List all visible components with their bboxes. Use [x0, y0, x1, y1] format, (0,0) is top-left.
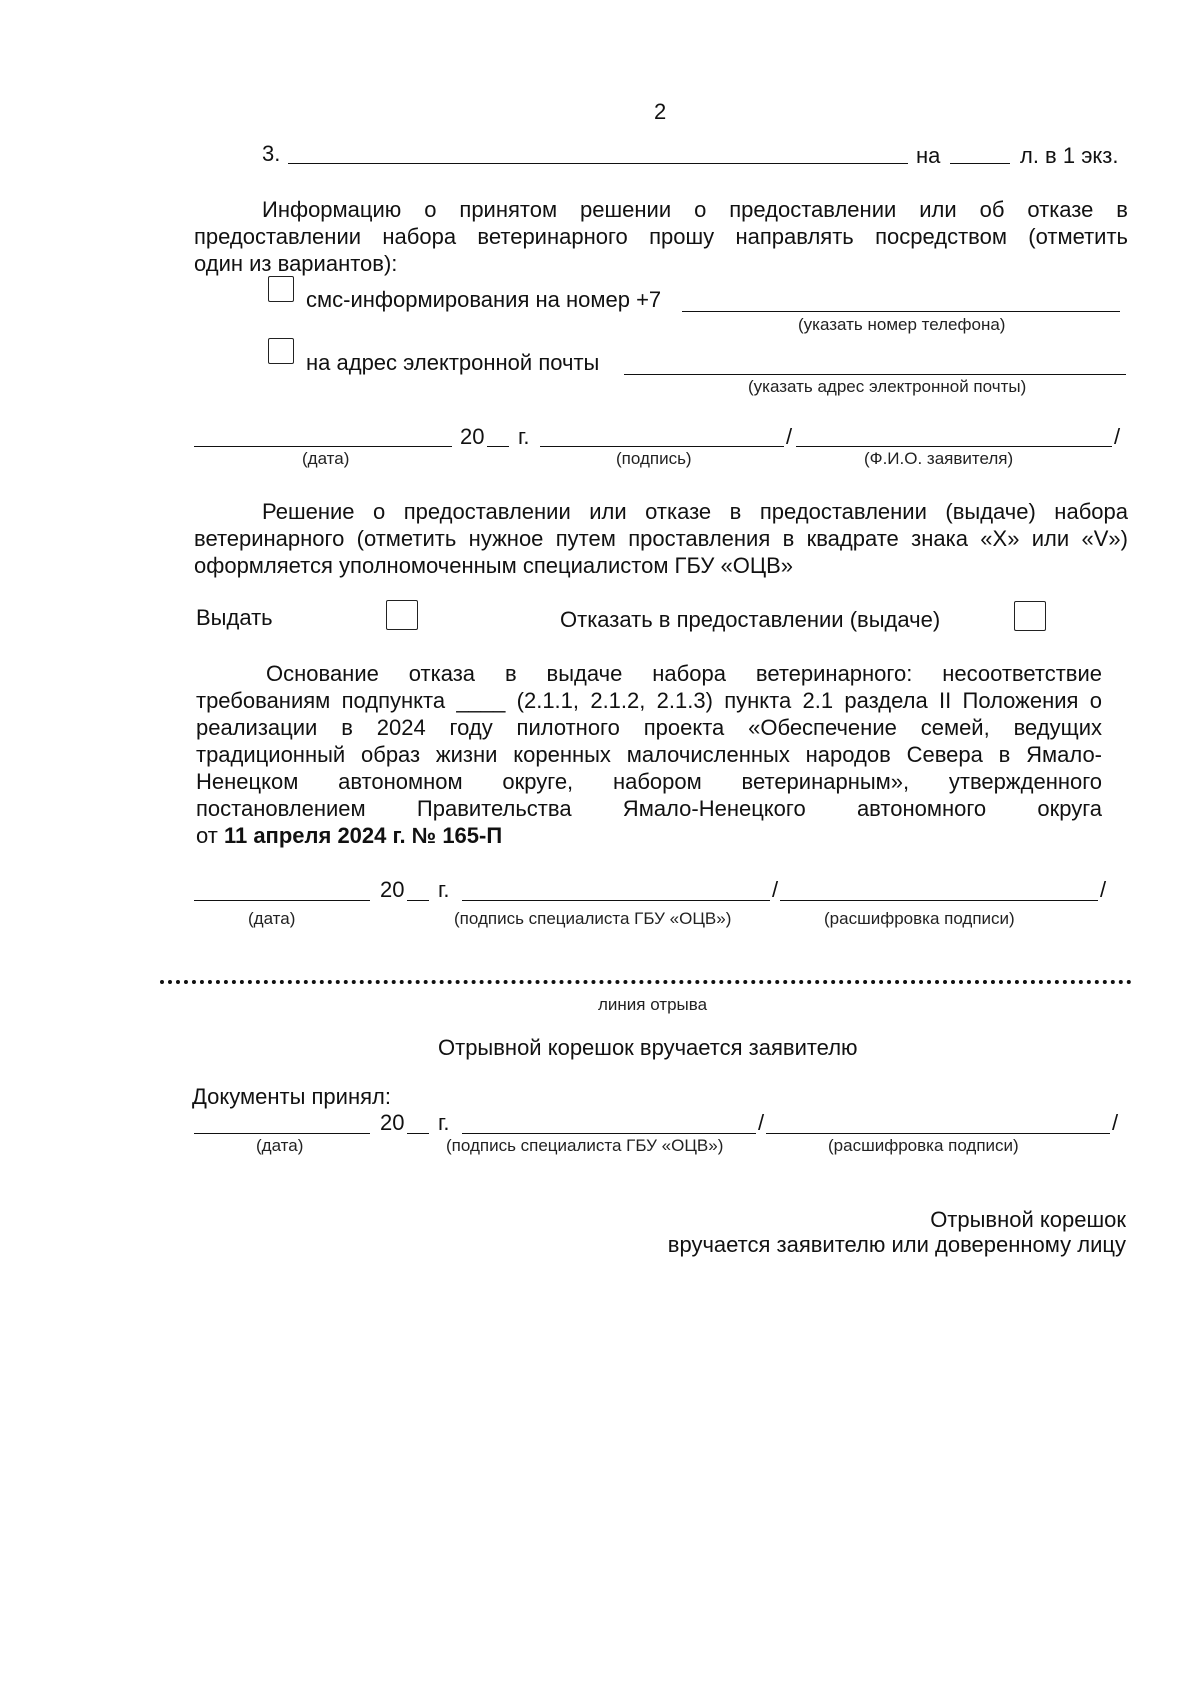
decision-line-2: ветеринарного (отметить нужное путем проставления в квадрате знака «Х» или «V»)	[194, 526, 1128, 551]
info-line-2: предоставлении набора ветеринарного прошу направлять посредством (отметить	[194, 224, 1128, 249]
applicant-year-line[interactable]	[487, 446, 509, 447]
specialist-sign-line[interactable]	[462, 900, 770, 901]
refusal-line-3: реализации в 2024 году пилотного проекта «Обеспечение семей, ведущих	[196, 715, 1102, 740]
specialist-year-line[interactable]	[407, 900, 429, 901]
refusal-line-5: Ненецком автономном округе, набором ветеринарным», утвержденного	[196, 769, 1102, 794]
sms-phone-line[interactable]	[682, 311, 1120, 312]
refusal-last-prefix: от	[196, 823, 218, 848]
accepted-decode-label: (расшифровка подписи)	[828, 1136, 1019, 1155]
applicant-date-label: (дата)	[302, 449, 350, 468]
refuse-label: Отказать в предоставлении (выдаче)	[560, 607, 941, 632]
footer-line-2: вручается заявителю или доверенному лицу	[667, 1232, 1126, 1257]
specialist-sign-label: (подпись специалиста ГБУ «ОЦВ»)	[454, 909, 732, 928]
applicant-year: 20	[460, 424, 485, 449]
tear-heading: Отрывной корешок вручается заявителю	[438, 1035, 858, 1060]
footer-line-1: Отрывной корешок	[930, 1207, 1126, 1232]
applicant-g: г.	[518, 424, 530, 449]
refusal-resolution-ref: 11 апреля 2024 г. № 165-П	[223, 823, 503, 848]
accepted-slash-2: /	[1112, 1110, 1119, 1135]
item3-tail: л. в 1 экз.	[1020, 143, 1119, 168]
applicant-slash-2: /	[1114, 424, 1121, 449]
specialist-slash-2: /	[1100, 877, 1107, 902]
applicant-slash-1: /	[786, 424, 793, 449]
specialist-date-label: (дата)	[248, 909, 296, 928]
accepted-slash-1: /	[758, 1110, 765, 1135]
issue-label: Выдать	[196, 605, 273, 630]
accepted-label: Документы принял:	[192, 1084, 391, 1109]
item3-number: 3.	[262, 141, 281, 166]
accepted-g: г.	[438, 1110, 450, 1135]
info-line-3: один из вариантов):	[194, 251, 398, 276]
accepted-date-line[interactable]	[194, 1133, 370, 1134]
specialist-year: 20	[380, 877, 405, 902]
tear-line-label: линия отрыва	[598, 995, 708, 1014]
accepted-sign-label: (подпись специалиста ГБУ «ОЦВ»)	[446, 1136, 724, 1155]
item3-na: на	[916, 143, 941, 168]
sms-checkbox[interactable]	[268, 276, 294, 302]
decision-paragraph	[194, 498, 1128, 579]
refuse-checkbox[interactable]	[1014, 601, 1046, 631]
specialist-g: г.	[438, 877, 450, 902]
info-line-1: Информацию о принятом решении о предоставлении или об отказе в	[262, 197, 1128, 222]
applicant-fio-label: (Ф.И.О. заявителя)	[864, 449, 1014, 468]
email-checkbox[interactable]	[268, 338, 294, 364]
item3-document-line[interactable]	[288, 163, 908, 164]
sms-hint: (указать номер телефона)	[798, 315, 1006, 334]
email-label: на адрес электронной почты	[306, 350, 600, 375]
accepted-year: 20	[380, 1110, 405, 1135]
issue-checkbox[interactable]	[386, 600, 418, 630]
refusal-line-4: традиционный образ жизни коренных малочисленных народов Севера в Ямало-	[196, 742, 1102, 767]
refusal-line-2: требованиям подпункта ____ (2.1.1, 2.1.2, 2.1.3) пункта 2.1 раздела II Положения о	[196, 688, 1102, 713]
specialist-decode-line[interactable]	[780, 900, 1098, 901]
tear-line	[160, 980, 1132, 984]
accepted-decode-line[interactable]	[766, 1133, 1110, 1134]
specialist-slash-1: /	[772, 877, 779, 902]
applicant-fio-line[interactable]	[796, 446, 1112, 447]
applicant-date-line[interactable]	[194, 446, 452, 447]
refusal-line-1: Основание отказа в выдаче набора ветеринарного: несоответствие	[266, 661, 1102, 686]
decision-line-1: Решение о предоставлении или отказе в предоставлении (выдаче) набора	[262, 499, 1128, 524]
accepted-date-label: (дата)	[256, 1136, 304, 1155]
refusal-paragraph	[196, 660, 1102, 849]
refusal-line-6: постановлением Правительства Ямало-Ненецкого автономного округа	[196, 796, 1102, 821]
applicant-sign-label: (подпись)	[616, 449, 692, 468]
specialist-decode-label: (расшифровка подписи)	[824, 909, 1015, 928]
email-hint: (указать адрес электронной почты)	[748, 377, 1027, 396]
specialist-date-line[interactable]	[194, 900, 370, 901]
item3-pages-line[interactable]	[950, 163, 1010, 164]
refusal-line-7	[196, 822, 1102, 849]
email-address-line[interactable]	[624, 374, 1126, 375]
page-number: 2	[654, 99, 667, 124]
accepted-sign-line[interactable]	[462, 1133, 756, 1134]
decision-line-3: оформляется уполномоченным специалистом ГБУ «ОЦВ»	[194, 553, 794, 578]
accepted-year-line[interactable]	[407, 1133, 429, 1134]
sms-label: смс-информирования на номер +7	[306, 287, 662, 312]
info-paragraph	[194, 196, 1128, 277]
applicant-sign-line[interactable]	[540, 446, 784, 447]
